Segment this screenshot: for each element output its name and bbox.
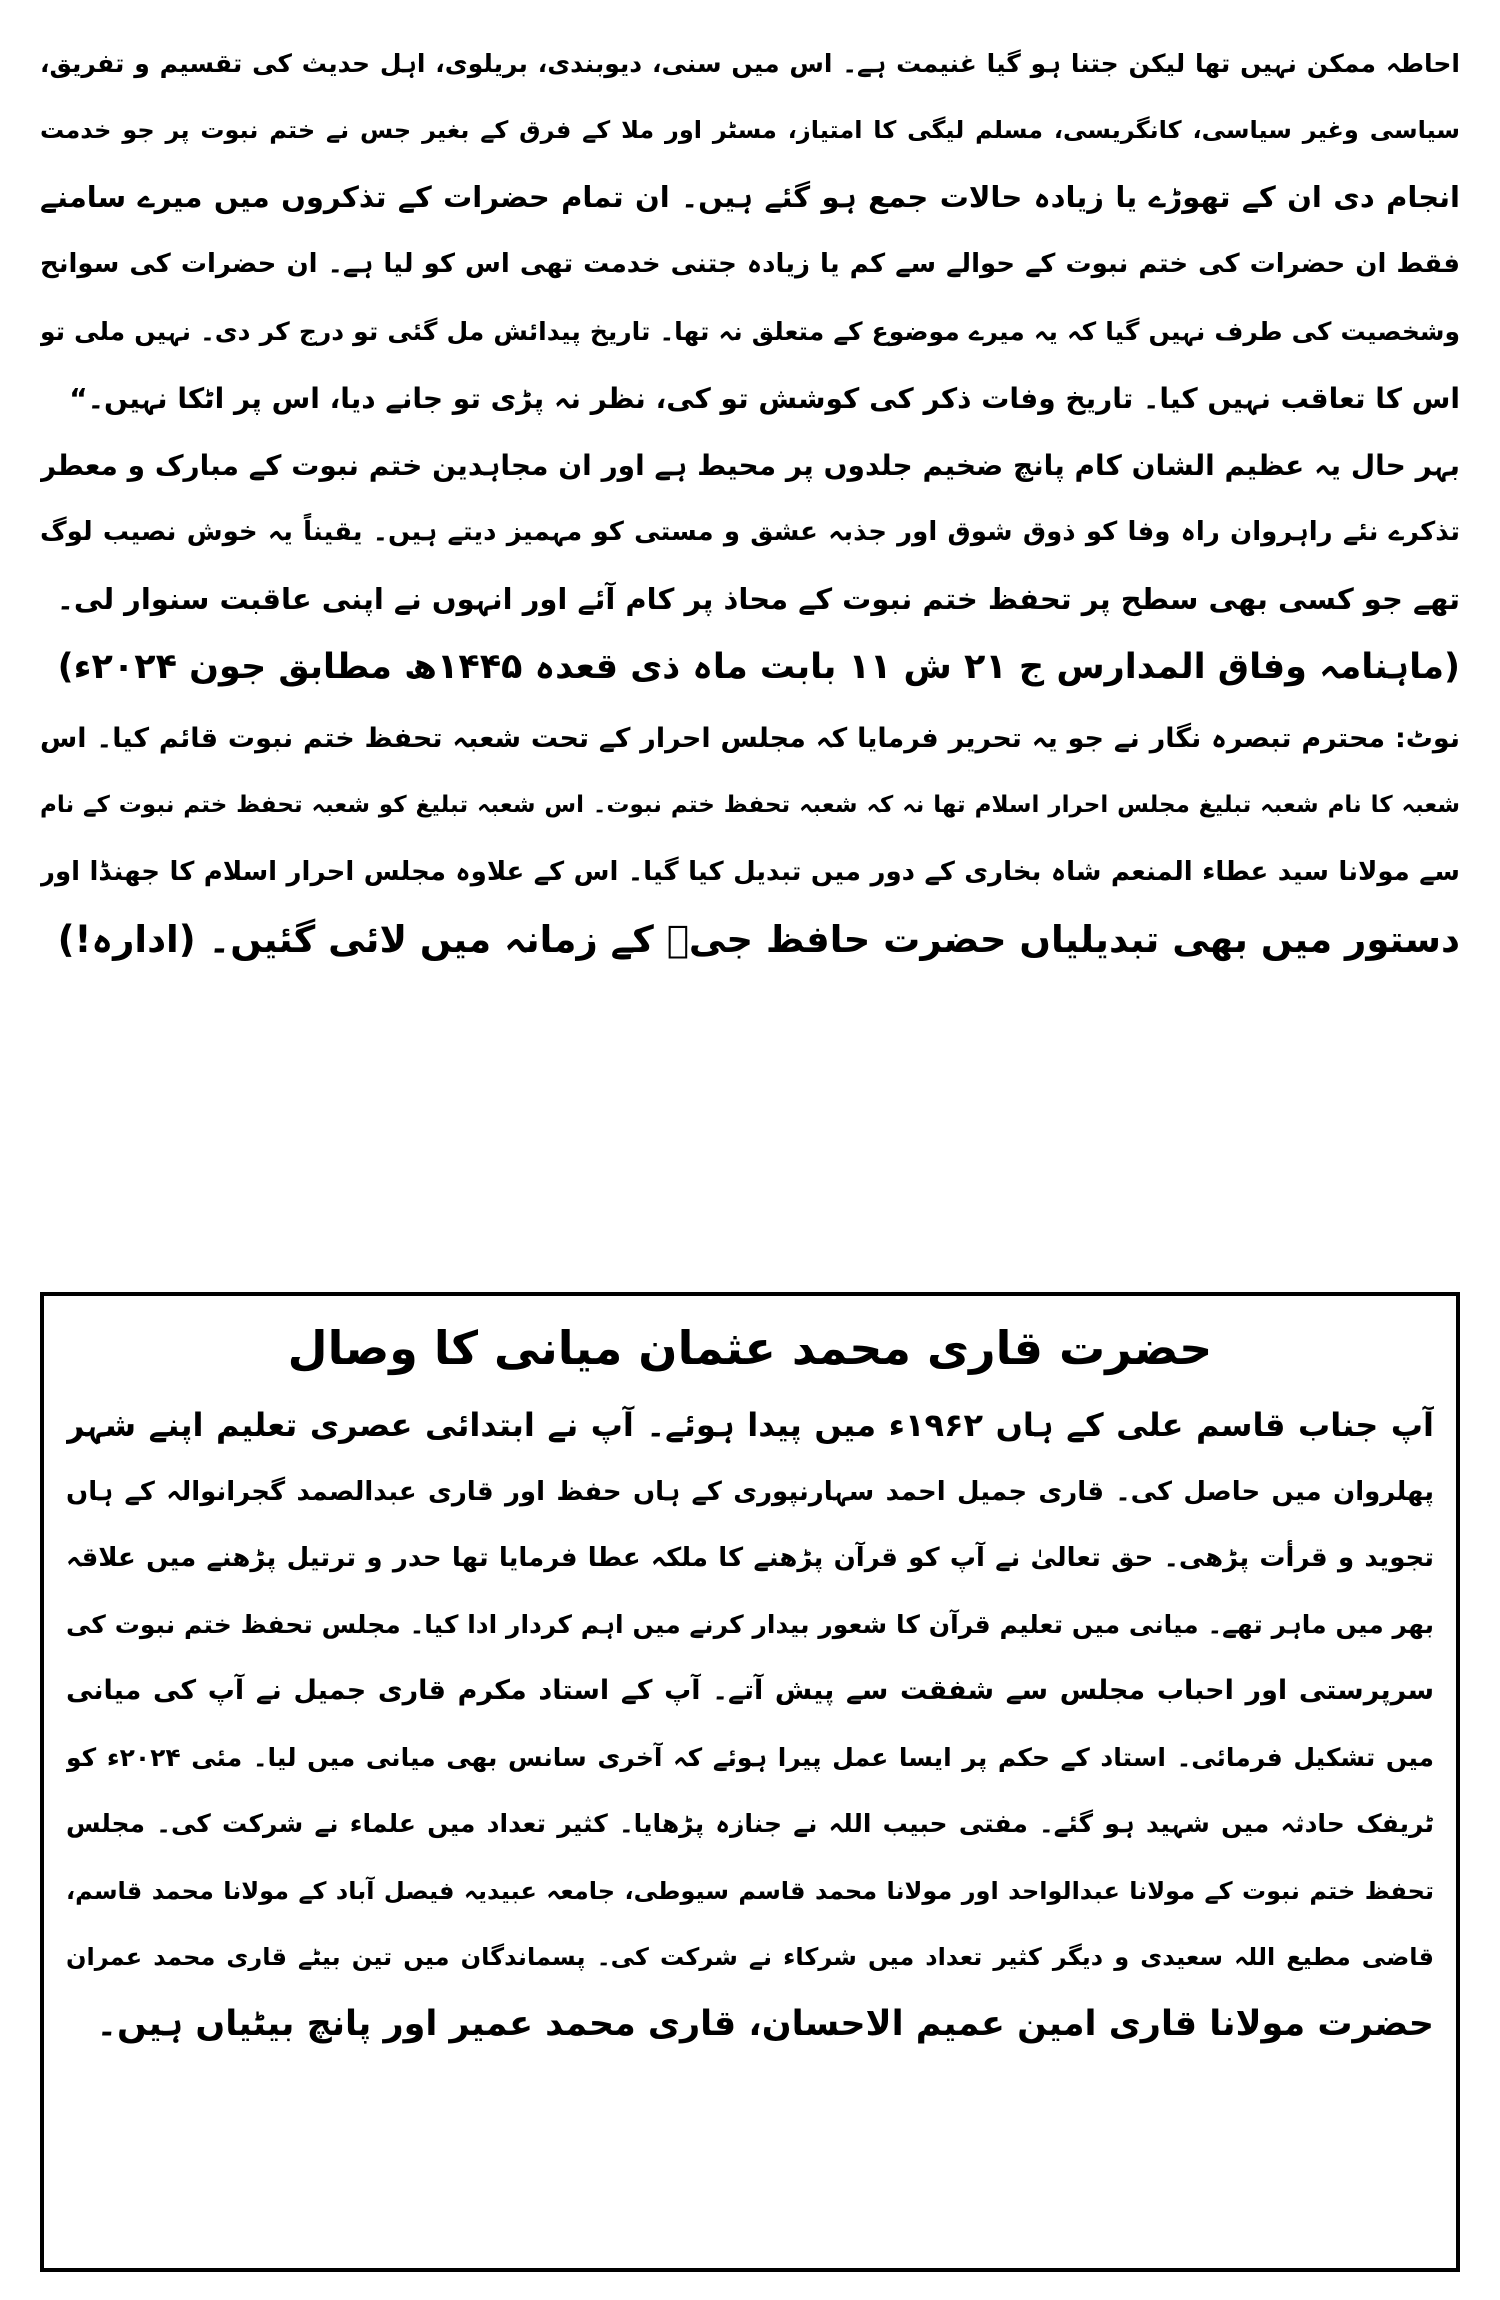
text-line: قاضی مطیع اللہ سعیدی و دیگر کثیر تعداد میں شرکاء نے شرکت کی۔ پسماندگان میں تین بیٹے قاری محمد عمران xyxy=(66,1943,1434,1971)
text-line: سرپرستی اور احباب مجلس سے شفقت سے پیش آتے۔ آپ کے استاد مکرم قاری جمیل نے آپ کی میانی xyxy=(66,1675,1434,1706)
text-line: دستور میں بھی تبدیلیاں حضرت حافظ جیؒ کے زمانہ میں لائی گئیں۔ (ادارہ!) xyxy=(57,918,1460,961)
text-line: تحفظ ختم نبوت کے مولانا عبدالواحد اور مولانا محمد قاسم سیوطی، جامعہ عبیدیہ فیصل آباد کے مولانا محمد قاسم، xyxy=(66,1876,1434,1905)
paragraph-2 xyxy=(40,432,1460,633)
obituary-box xyxy=(40,1292,1460,2272)
text-line: وشخصیت کی طرف نہیں گیا کہ یہ میرے موضوع کے متعلق نہ تھا۔ تاریخ پیدائش مل گئی تو درج کر دی۔ نہیں ملی تو xyxy=(40,317,1460,346)
text-line: سے مولانا سید عطاء المنعم شاہ بخاری کے دور میں تبدیل کیا گیا۔ اس کے علاوہ مجلس احرار اسلام کا جھنڈا اور xyxy=(40,857,1460,887)
text-line: نوٹ: محترم تبصرہ نگار نے جو یہ تحریر فرمایا کہ مجلس احرار کے تحت شعبہ تحفظ ختم نبوت قائم کیا۔ اس xyxy=(40,723,1460,754)
obituary-text xyxy=(66,1392,1434,2057)
text-line: آپ جناب قاسم علی کے ہاں ۱۹۶۲ء میں پیدا ہوئے۔ آپ نے ابتدائی عصری تعلیم اپنے شہر xyxy=(66,1406,1434,1444)
text-line: پھلروان میں حاصل کی۔ قاری جمیل احمد سہارنپوری کے ہاں حفظ اور قاری عبدالصمد گجرانوالہ کے ہاں xyxy=(66,1476,1434,1507)
text-line: تجوید و قرأت پڑھی۔ حق تعالیٰ نے آپ کو قرآن پڑھنے کا ملکہ عطا فرمایا تھا حدر و ترتیل پڑھنے میں علاقہ xyxy=(66,1543,1434,1573)
editorial-note xyxy=(40,705,1460,973)
text-line: فقط ان حضرات کی ختم نبوت کے حوالے سے کم یا زیادہ جتنی خدمت تھی اس کو لیا ہے۔ ان حضرات کی سوانح xyxy=(40,249,1460,279)
text-line: بھر میں ماہر تھے۔ میانی میں تعلیم قرآن کا شعور بیدار کرنے میں اہم کردار ادا کیا۔ مجلس تحفظ ختم نبوت کی xyxy=(66,1609,1434,1639)
text-line: اس کا تعاقب نہیں کیا۔ تاریخ وفات ذکر کی کوشش تو کی، نظر نہ پڑی تو جانے دیا، اس پر اٹکا نہیں۔“ xyxy=(69,382,1460,415)
text-line: میں تشکیل فرمائی۔ استاد کے حکم پر ایسا عمل پیرا ہوئے کہ آخری سانس بھی میانی میں لیا۔ مئی ۲۰۲۴ء کو xyxy=(66,1742,1434,1772)
text-line: شعبہ کا نام شعبہ تبلیغ مجلس احرار اسلام تھا نہ کہ شعبہ تحفظ ختم نبوت۔ اس شعبہ تبلیغ کو شعبہ تحفظ ختم نبوت کے نام xyxy=(40,792,1460,818)
text-line: احاطہ ممکن نہیں تھا لیکن جتنا ہو گیا غنیمت ہے۔ اس میں سنی، دیوبندی، بریلوی، اہل حدیث کی تقسیم و تفریق، xyxy=(40,49,1460,78)
text-line: سیاسی وغیر سیاسی، کانگریسی، مسلم لیگی کا امتیاز، مسٹر اور ملا کے فرق کے بغیر جس نے ختم نبوت پر جو خدمت xyxy=(40,116,1460,144)
source-citation: (ماہنامہ وفاق المدارس ج ۲۱ ش ۱۱ بابت ماہ ذی قعدہ ۱۴۴۵ھ مطابق جون ۲۰۲۴ء) xyxy=(57,647,1460,687)
paragraph-1 xyxy=(40,30,1460,432)
text-line: حضرت مولانا قاری امین عمیم الاحسان، قاری محمد عمیر اور پانچ بیٹیاں ہیں۔ xyxy=(96,2003,1434,2044)
text-line: انجام دی ان کے تھوڑے یا زیادہ حالات جمع ہو گئے ہیں۔ ان تمام حضرات کے تذکروں میں میرے سامنے xyxy=(40,180,1460,214)
article-body xyxy=(40,30,1460,973)
text-line: ٹریفک حادثہ میں شہید ہو گئے۔ مفتی حبیب اللہ نے جنازہ پڑھایا۔ کثیر تعداد میں علماء نے شرکت کی۔ مجلس xyxy=(66,1809,1434,1838)
text-line: تذکرے نئے راہروان راہ وفا کو ذوق شوق اور جذبہ عشق و مستی کو مہمیز دیتے ہیں۔ یقیناً یہ خوش نصیب لوگ xyxy=(40,517,1460,547)
text-line: بہر حال یہ عظیم الشان کام پانچ ضخیم جلدوں پر محیط ہے اور ان مجاہدین ختم نبوت کے مبارک و معطر xyxy=(40,449,1460,482)
text-line: تھے جو کسی بھی سطح پر تحفظ ختم نبوت کے محاذ پر کام آئے اور انہوں نے اپنی عاقبت سنوار لی۔ xyxy=(56,582,1460,616)
obituary-title: حضرت قاری محمد عثمان میانی کا وصال xyxy=(287,1321,1213,1375)
